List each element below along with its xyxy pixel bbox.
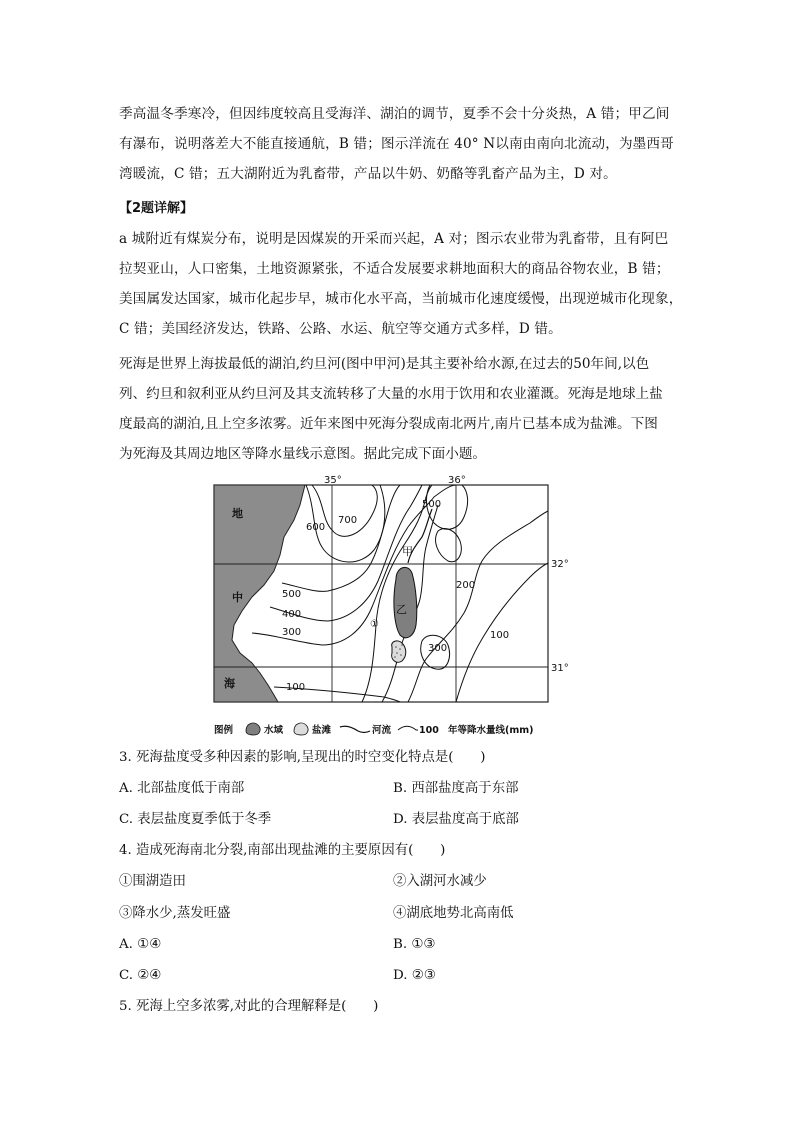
lon-label-35: 35° xyxy=(324,475,342,486)
intro-line-1: 死海是世界上海拔最低的湖泊,约旦河(图中甲河)是其主要补给水源,在过去的50年间,以色 xyxy=(119,356,650,372)
legend-isohyet-sample: 100 xyxy=(419,725,439,736)
question-3-option-a[interactable]: A. 北部盐度低于南部 xyxy=(119,781,245,796)
explain-line-2: 拉契亚山，人口密集，土地资源紧张，不适合发展要求耕地面积大的商品谷物农业，B 错； xyxy=(119,261,670,277)
legend-title: 图例 xyxy=(214,725,234,736)
legend-water-symbol xyxy=(246,723,260,735)
isohyet-label-700: 700 xyxy=(338,515,358,526)
question-4-item-4: ④湖底地势北高南低 xyxy=(393,906,514,921)
isohyet-label-200: 200 xyxy=(456,580,476,591)
lat-label-32: 32° xyxy=(551,559,569,570)
legend-salt: 盐滩 xyxy=(312,725,332,736)
legend-isohyet: 年等降水量线(mm) xyxy=(448,725,534,736)
legend-isohyet-symbol xyxy=(398,726,418,730)
isohyet-label-500-west: 500 xyxy=(282,589,302,600)
sea-char-3: 海 xyxy=(224,677,235,690)
intro-line-4: 为死海及其周边地区等降水量线示意图。据此完成下面小题。 xyxy=(119,446,487,462)
question-4-item-2: ②入湖河水减少 xyxy=(393,874,487,889)
question-4-stem: 4. 造成死海南北分裂,南部出现盐滩的主要原因有( ) xyxy=(119,843,446,858)
isohyet-label-300-west: 300 xyxy=(282,627,302,638)
isohyet-label-400: 400 xyxy=(282,609,302,620)
intro-line-2: 列、约旦和叙利亚从约旦河及其支流转移了大量的水用于饮用和农业灌溉。死海是地球上盐 xyxy=(119,386,663,402)
legend-water: 水域 xyxy=(264,725,284,736)
legend-river-symbol xyxy=(340,726,370,732)
isohyet-label-100-west: 100 xyxy=(286,682,306,693)
isohyet-label-600: 600 xyxy=(306,522,326,533)
answer-line-3: 湾暖流，C 错；五大湖附近为乳畜带，产品以牛奶、奶酪等乳畜产品为主，D 对。 xyxy=(119,166,617,182)
question-4-option-c[interactable]: C. ②④ xyxy=(119,968,162,983)
sea-char-2: 中 xyxy=(232,591,243,604)
explain-line-1: a 城附近有煤炭分布，说明是因煤炭的开采而兴起，A 对；图示农业带为乳畜带，且有阿巴 xyxy=(119,231,669,247)
question-3-option-b[interactable]: B. 西部盐度高于东部 xyxy=(393,781,519,796)
question-3-stem: 3. 死海盐度受多种因素的影响,呈现出的时空变化特点是( ) xyxy=(119,750,486,765)
sea-char-1: 地 xyxy=(232,507,243,520)
question-4-option-a[interactable]: A. ①④ xyxy=(119,937,162,952)
legend-river: 河流 xyxy=(372,725,392,736)
answer-line-1: 季高温冬季寒冷，但因纬度较高且受海洋、湖泊的调节，夏季不会十分炎热，A 错；甲乙间 xyxy=(119,106,670,122)
section-heading: 【2题详解】 xyxy=(119,201,194,216)
isohyet-label-100-east: 100 xyxy=(490,630,510,641)
dead-sea-isohyet-map xyxy=(212,475,574,740)
map-legend xyxy=(214,723,533,736)
lon-label-36: 36° xyxy=(448,475,466,486)
question-3-option-c[interactable]: C. 表层盐度夏季低于冬季 xyxy=(119,812,272,827)
question-5-stem: 5. 死海上空多浓雾,对此的合理解释是( ) xyxy=(119,999,379,1014)
explain-line-3: 美国属发达国家，城市化起步早，城市化水平高，当前城市化速度缓慢，出现逆城市化现象， xyxy=(119,291,683,307)
label-jia-river: 甲 xyxy=(402,545,413,558)
question-3-option-d[interactable]: D. 表层盐度高于底部 xyxy=(393,812,519,827)
label-marker-1: ① xyxy=(370,619,379,630)
question-4-option-d[interactable]: D. ②③ xyxy=(393,968,436,983)
intro-line-3: 度最高的湖泊,且上空多浓雾。近年来图中死海分裂成南北两片,南片已基本成为盐滩。下图 xyxy=(119,416,658,432)
question-4-item-1: ①围湖造田 xyxy=(119,874,186,889)
question-4-option-b[interactable]: B. ①③ xyxy=(393,937,436,952)
label-yi-lake: 乙 xyxy=(396,603,407,616)
lat-label-31: 31° xyxy=(551,663,569,674)
question-4-item-3: ③降水少,蒸发旺盛 xyxy=(119,906,231,921)
answer-line-2: 有瀑布，说明落差大不能直接通航，B 错；图示洋流在 40° N以南由南向北流动，为墨西哥 xyxy=(119,136,674,152)
isohyet-label-500-east: 500 xyxy=(422,499,442,510)
legend-salt-symbol xyxy=(294,723,308,735)
isohyet-label-300-east: 300 xyxy=(428,643,448,654)
explain-line-4: C 错；美国经济发达，铁路、公路、水运、航空等交通方式多样，D 错。 xyxy=(119,321,562,337)
